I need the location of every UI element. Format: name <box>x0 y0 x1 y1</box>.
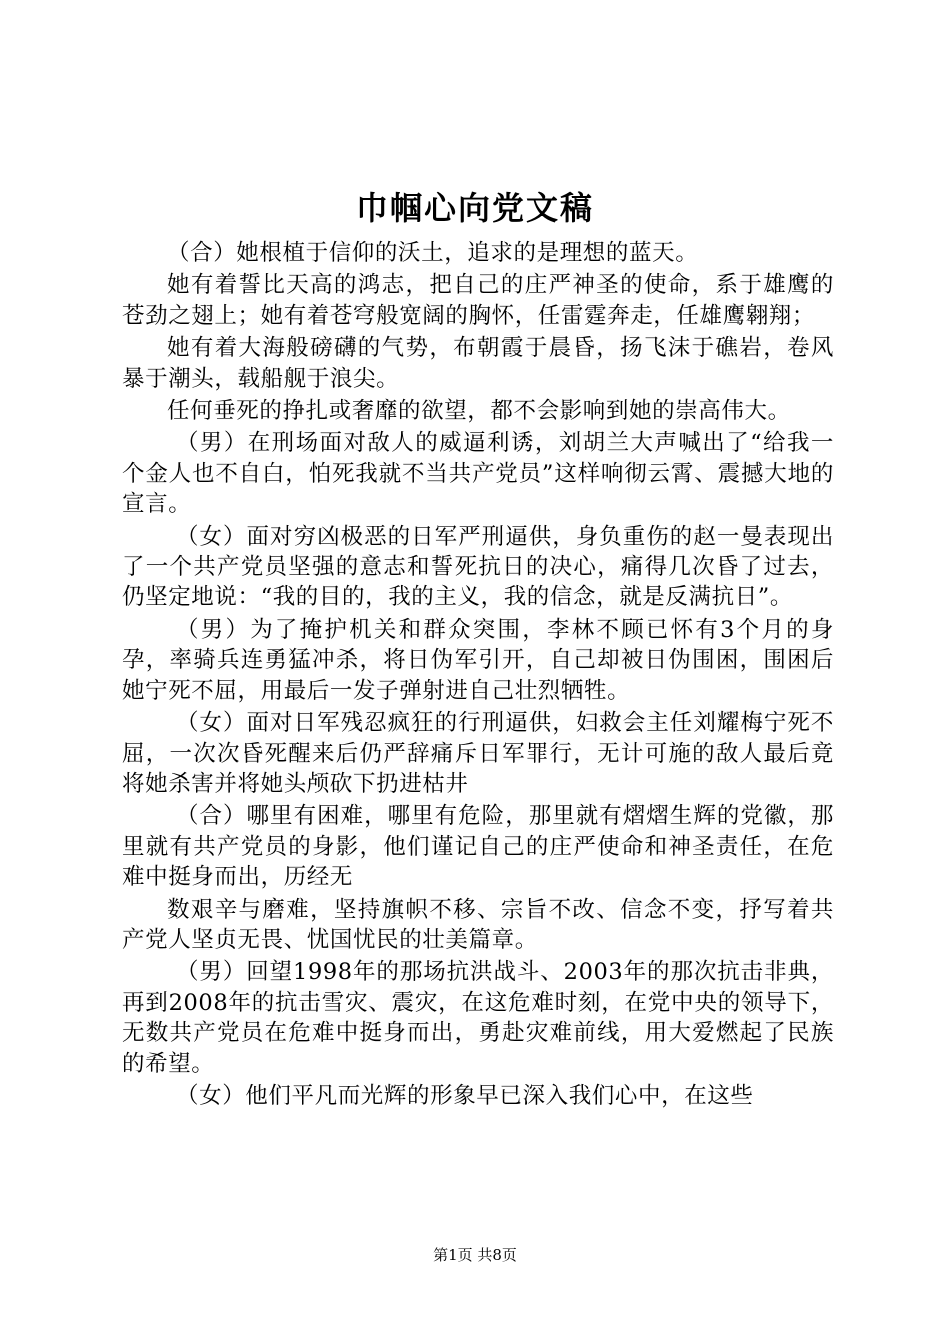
paragraph: （女）面对日军残忍疯狂的行刑逼供，妇救会主任刘耀梅宁死不屈，一次次昏死醒来后仍严辞痛斥日军罪行，无计可施的敌人最后竟将她杀害并将她头颅砍下扔进枯井 <box>122 710 834 797</box>
paragraph: 她有着大海般磅礴的气势，布朝霞于晨昏，扬飞沫于礁岩，卷风暴于潮头，载船舰于浪尖。 <box>122 335 834 392</box>
paragraph: 数艰辛与磨难，坚持旗帜不移、宗旨不改、信念不变，抒写着共产党人坚贞无畏、忧国忧民的壮美篇章。 <box>122 896 834 953</box>
paragraph: （女）他们平凡而光辉的形象早已深入我们心中，在这些 <box>176 1082 754 1109</box>
paragraph: （男）在刑场面对敌人的威逼利诱，刘胡兰大声喊出了“给我一个金人也不自白，怕死我就不当共产党员”这样响彻云霄、震撼大地的宣言。 <box>122 430 834 518</box>
paragraph: （女）面对穷凶极恶的日军严刑逼供，身负重伤的赵一曼表现出了一个共产党员坚强的意志和誓死抗日的决心，痛得几次昏了过去，仍坚定地说：“我的目的，我的主义，我的信念，就是反满抗日”。 <box>122 523 834 611</box>
paragraph: （男）回望1998年的那场抗洪战斗、2003年的那次抗击非典，再到2008年的抗击雪灾、震灾，在这危难时刻，在党中央的领导下，无数共产党员在危难中挺身而出，勇赴灾难前线，用大爱燃起了民族的希望。 <box>122 959 834 1077</box>
paragraph: （男）为了掩护机关和群众突围，李林不顾已怀有3个月的身孕，率骑兵连勇猛冲杀，将日伪军引开，自己却被日伪围困，围困后她宁死不屈，用最后一发子弹射进自己壮烈牺牲。 <box>122 616 834 704</box>
paragraph: （合）她根植于信仰的沃土，追求的是理想的蓝天。 <box>167 240 699 266</box>
page-footer: 第1页 共8页 <box>433 1246 517 1264</box>
paragraph: 任何垂死的挣扎或奢靡的欲望，都不会影响到她的崇高伟大。 <box>167 398 791 425</box>
document-title: 巾帼心向党文稿 <box>355 189 594 227</box>
document-body <box>122 238 834 1113</box>
paragraph: 她有着誓比天高的鸿志，把自己的庄严神圣的使命，系于雄鹰的苍劲之翅上；她有着苍穹般宽阔的胸怀，任雷霆奔走，任雄鹰翱翔； <box>122 272 834 329</box>
paragraph: （合）哪里有困难，哪里有危险，那里就有熠熠生辉的党徽，那里就有共产党员的身影，他们谨记自己的庄严使命和神圣责任，在危难中挺身而出，历经无 <box>122 803 834 891</box>
